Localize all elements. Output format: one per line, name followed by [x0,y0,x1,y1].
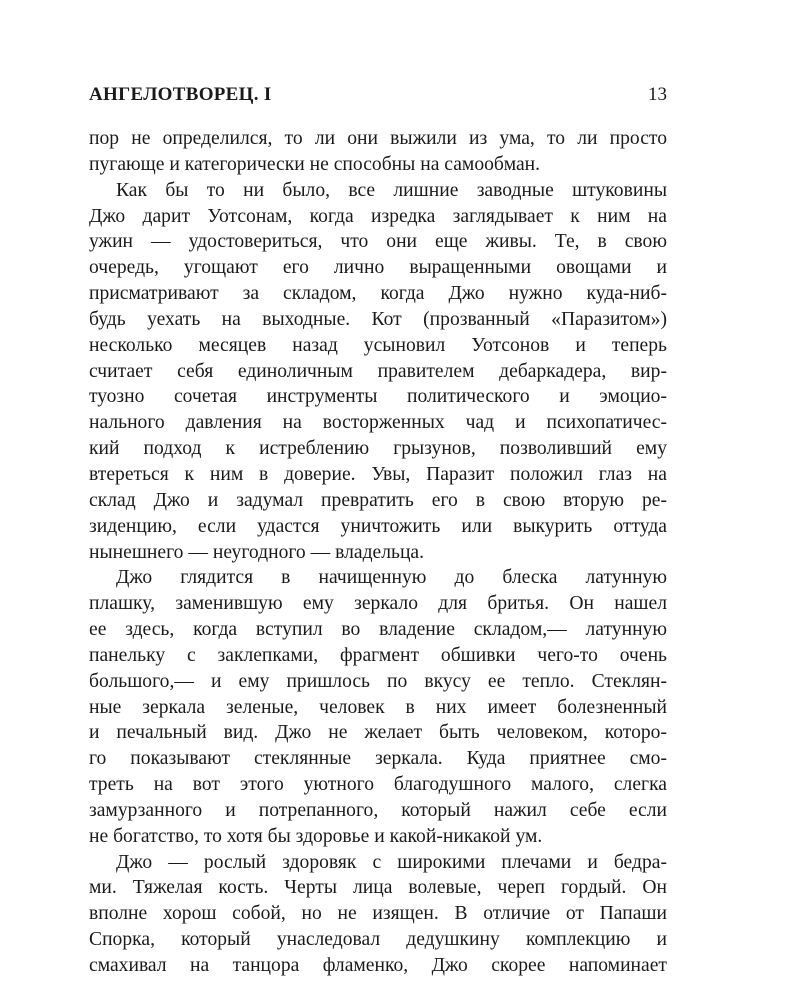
text-line: очередь, угощают его лично выращенными овощами и [89,257,667,279]
text-line: панельку с заклепками, фрагмент обшивки чего-то очень [89,644,667,666]
text-line: смахивал на танцора фламенко, Джо скорее напоминает [89,955,667,976]
text-line: считает себя единоличным правителем дебаркадера, вир- [89,360,667,382]
text-line: ее здесь, когда вступил во владение складом,— латунную [89,619,667,641]
text-line: го показывают стеклянные зеркала. Куда приятнее смо- [89,748,667,770]
text-line: Джо — рослый здоровяк с широкими плечами и бедра- [116,851,667,873]
text-line: ные зеркала зеленые, человек в них имеет болезненный [89,696,667,718]
text-line: зиденцию, если удастся уничтожить или выкурить оттуда [89,515,667,537]
text-line: несколько месяцев назад усыновил Уотсонов и теперь [89,334,667,356]
text-line: Спорка, который унаследовал дедушкину комплекцию и [89,929,667,951]
running-title: АНГЕЛОТВОРЕЦ. I [89,84,272,105]
text-line: треть на вот этого уютного благодушного малого, слегка [89,774,667,796]
text-line: будь уехать на выходные. Кот (прозванный «Паразитом») [89,308,667,330]
page-number: 13 [648,84,667,105]
text-line: Джо глядится в начищенную до блеска латунную [116,567,667,589]
paragraph [89,565,667,849]
paragraph [89,178,667,566]
text-line: большого,— и ему пришлось по вкусу ее тепло. Стеклян- [89,670,667,692]
text-line: пор не определился, то ли они выжили из ума, то ли просто [89,128,667,149]
text-line: ми. Тяжелая кость. Черты лица волевые, череп гордый. Он [89,877,667,899]
text-line: ужин — удостовериться, что они еще живы. Те, в свою [89,231,667,253]
text-line: склад Джо и задумал превратить его в свою вторую ре- [89,489,667,511]
text-line: туозно сочетая инструменты политического и эмоцио- [89,386,667,408]
paragraph [89,850,667,979]
text-line: нынешнего — неугодного — владельца. [89,541,425,563]
text-line: нального давления на восторженных чад и психопатичес- [89,412,667,434]
text-line: плашку, заменившую ему зеркало для бритья. Он нашел [89,593,667,615]
text-line: Как бы то ни было, все лишние заводные штуковины [116,179,667,201]
text-line: вполне хорош собой, но не изящен. В отличие от Папаши [89,903,667,925]
text-line: и печальный вид. Джо не желает быть человеком, которо- [89,722,667,744]
text-line: замурзанного и потрепанного, который нажил себе если [89,799,667,821]
text-line: кий подход к истреблению грызунов, позволивший ему [89,438,667,460]
text-line: не богатство, то хотя бы здоровье и какой-никакой ум. [89,825,543,847]
running-head [89,84,667,110]
text-line: пугающе и категорически не способны на самообман. [89,153,541,175]
body-text [89,126,667,979]
text-line: втереться к ним в доверие. Увы, Паразит положил глаз на [89,463,667,485]
text-line: Джо дарит Уотсонам, когда изредка заглядывает к ним на [89,205,667,227]
paragraph [89,126,667,178]
text-line: присматривают за складом, когда Джо нужно куда-ниб- [89,283,667,305]
